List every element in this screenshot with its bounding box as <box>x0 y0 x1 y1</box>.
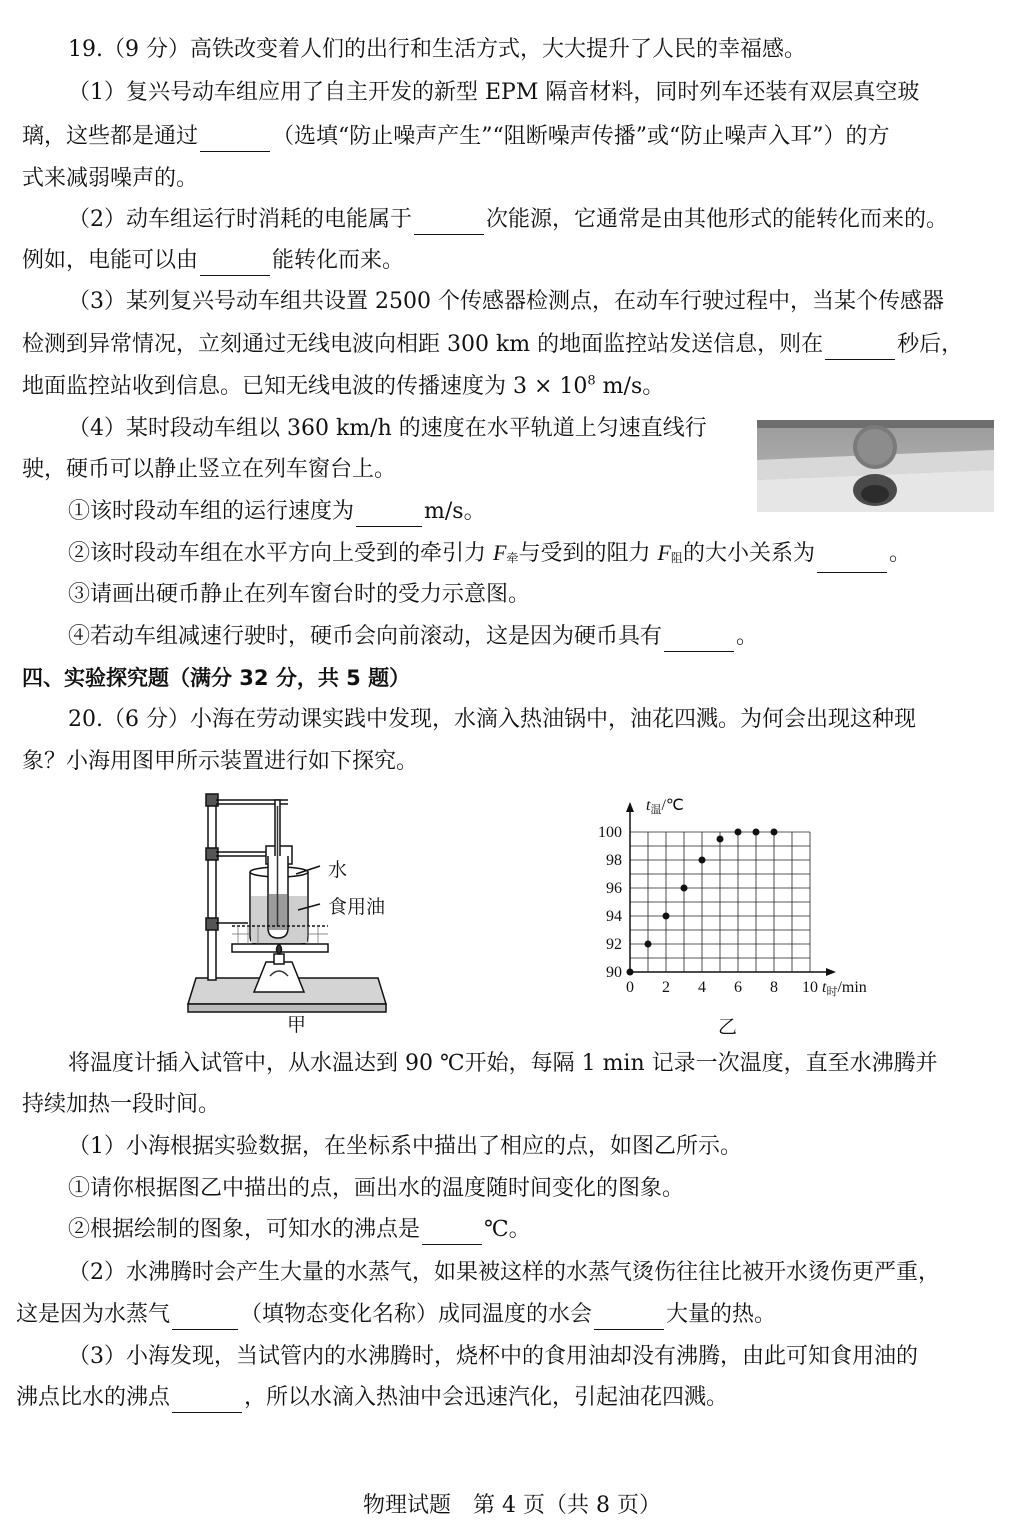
q20-para2: 持续加热一段时间。 <box>22 1092 221 1117</box>
force-symbol: F <box>493 540 507 565</box>
q20-line1: 20.（6 分）小海在劳动课实践中发现，水滴入热油锅中，油花四溅。为何会出现这种现 <box>68 707 916 732</box>
answer-blank[interactable] <box>825 337 895 360</box>
label-oil: 食用油 <box>328 896 386 918</box>
x-axis-arrow <box>826 968 836 976</box>
q19-p4-sub2 <box>68 538 911 573</box>
y-tick-label: 94 <box>606 908 622 925</box>
q20-p2-text-c: 大量的热。 <box>666 1302 777 1327</box>
graph-grid <box>630 832 810 972</box>
label-water: 水 <box>328 859 348 881</box>
x-tick-label: 2 <box>662 979 670 996</box>
q20-p1a: ①请你根据图乙中描出的点，画出水的温度随时间变化的图象。 <box>68 1176 685 1201</box>
q19-p4-s2-text-c: 的大小关系为 <box>682 541 815 566</box>
q19-stem: 19.（9 分）高铁改变着人们的出行和生活方式，大大提升了人民的幸福感。 <box>68 37 806 62</box>
q19-p2-text-d: 能转化而来。 <box>272 248 405 273</box>
q19-p4-s4-text-b: 。 <box>736 624 759 649</box>
q19-p4-sub3: ③请画出硬币静止在列车窗台时的受力示意图。 <box>68 582 531 607</box>
answer-blank[interactable] <box>172 1307 238 1330</box>
q19-p4-sub1 <box>68 497 486 527</box>
q20-p1b-text-b: ℃。 <box>484 1217 531 1242</box>
data-point <box>681 885 688 892</box>
force-symbol: F <box>657 540 671 565</box>
x-tick-label: 6 <box>734 979 742 996</box>
answer-blank[interactable] <box>422 1222 482 1245</box>
answer-blank[interactable] <box>172 1390 242 1413</box>
force-subscript: 阻 <box>670 551 683 565</box>
data-point <box>735 829 742 836</box>
temperature-graph <box>590 786 867 1036</box>
q19-p3-text-a: 检测到异常情况，立刻通过无线电波向相距 300 km 的地面监控站发送信息，则在 <box>22 332 824 357</box>
q20-p3-text-b: ，所以水滴入热油中会迅速汽化，引起油花四溅。 <box>244 1385 729 1410</box>
q19-p4-s4-text-a: ④若动车组减速行驶时，硬币会向前滚动，这是因为硬币具有 <box>68 624 663 649</box>
y-tick-label: 98 <box>606 852 622 869</box>
q19-p3-text-c: 地面监控站收到信息。已知无线电波的传播速度为 3 × 10 <box>22 374 588 399</box>
q20-p2-line1: （2）水沸腾时会产生大量的水蒸气，如果被这样的水蒸气烫伤往往比被开水烫伤更严重， <box>68 1260 941 1285</box>
data-point <box>771 829 778 836</box>
data-point <box>663 913 670 920</box>
q19-p4-s1-text-a: ①该时段动车组的运行速度为 <box>68 499 355 524</box>
figure-caption-jia: 甲 <box>287 1014 307 1036</box>
q20-p3-text-a: 沸点比水的沸点 <box>16 1385 171 1410</box>
q19-p4-s1-text-b: m/s。 <box>424 499 486 524</box>
q19-p4-line2: 驶，硬币可以静止竖立在列车窗台上。 <box>22 457 397 482</box>
q19-p4-s2-text-d: 。 <box>888 541 911 566</box>
answer-blank[interactable] <box>817 550 887 573</box>
q20-p1b <box>68 1215 531 1245</box>
force-subscript: 牵 <box>506 551 519 565</box>
q19-p4-s2-text-a: ②该时段动车组在水平方向上受到的牵引力 <box>68 541 493 566</box>
q19-p2-line2 <box>22 246 404 276</box>
q20-p2-text-b: （填物态变化名称）成同温度的水会 <box>240 1302 593 1327</box>
y-tick-label: 90 <box>606 964 622 981</box>
x-tick-label: 8 <box>770 979 778 996</box>
section-heading: 四、实验探究题（满分 32 分，共 5 题） <box>22 666 411 690</box>
y-axis-label: t温/℃ <box>646 797 684 816</box>
q20-line2: 象？小海用图甲所示装置进行如下探究。 <box>22 749 419 774</box>
y-tick-label: 96 <box>606 880 622 897</box>
page-footer: 物理试题 第 4 页（共 8 页） <box>363 1493 661 1518</box>
y-tick-label: 100 <box>598 824 622 841</box>
data-point <box>645 941 652 948</box>
q19-p1-text-b: （选填“防止噪声产生”“阻断噪声传播”或“防止噪声入耳”）的方 <box>272 124 890 149</box>
q19-p2-text-a: （2）动车组运行时消耗的电能属于 <box>68 207 412 232</box>
answer-blank[interactable] <box>594 1307 664 1330</box>
q20-para1: 将温度计插入试管中，从水温达到 90 ℃开始，每隔 1 min 记录一次温度，直至水沸腾并 <box>68 1051 938 1076</box>
graph-axes <box>626 802 836 976</box>
y-tick-label: 92 <box>606 936 622 953</box>
coin-photo <box>757 420 994 512</box>
q20-p2-text-a: 这是因为水蒸气 <box>16 1302 171 1327</box>
q19-p1-text-a: 璃，这些都是通过 <box>22 124 199 149</box>
answer-blank[interactable] <box>664 629 734 652</box>
q19-p3-text-d: m/s。 <box>595 374 665 399</box>
q19-p1-line2 <box>22 122 890 152</box>
exponent: 8 <box>587 373 596 389</box>
q20-p1: （1）小海根据实验数据，在坐标系中描出了相应的点，如图乙所示。 <box>68 1134 742 1159</box>
x-tick-label: 10 <box>802 979 818 996</box>
x-tick-label: 4 <box>698 979 706 996</box>
q19-p3-line1: （3）某列复兴号动车组共设置 2500 个传感器检测点，在动车行驶过程中，当某个传感器 <box>68 289 944 314</box>
data-point <box>627 969 634 976</box>
q19-p3-line2 <box>22 330 963 360</box>
y-axis-arrow <box>626 802 634 812</box>
q19-p1-line3: 式来减弱噪声的。 <box>22 166 199 191</box>
q19-p2-text-c: 例如，电能可以由 <box>22 248 199 273</box>
q19-p2-text-b: 次能源，它通常是由其他形式的能转化而来的。 <box>486 207 949 232</box>
q20-p3-line2 <box>16 1383 728 1413</box>
data-point <box>717 836 724 843</box>
q19-p3-text-b: 秒后， <box>897 332 964 357</box>
answer-blank[interactable] <box>200 253 270 276</box>
data-point <box>753 829 760 836</box>
answer-blank[interactable] <box>200 129 270 152</box>
x-tick-label: 0 <box>626 979 634 996</box>
q19-p1-line1: （1）复兴号动车组应用了自主开发的新型 EPM 隔音材料，同时列车还装有双层真空玻 <box>68 80 920 105</box>
answer-blank[interactable] <box>356 504 422 527</box>
data-point <box>699 857 706 864</box>
q20-p1b-text-a: ②根据绘制的图象，可知水的沸点是 <box>68 1217 421 1242</box>
answer-blank[interactable] <box>414 212 484 235</box>
q19-p2-line1 <box>68 205 948 235</box>
q20-p2-line2 <box>16 1300 776 1330</box>
figure-caption-yi: 乙 <box>718 1016 738 1038</box>
x-axis-label: t时/min <box>822 979 867 998</box>
q19-p4-s2-text-b: 与受到的阻力 <box>518 541 658 566</box>
q19-p4-line1: （4）某时段动车组以 360 km/h 的速度在水平轨道上匀速直线行 <box>68 416 707 441</box>
q19-p3-line3 <box>22 372 664 402</box>
q20-p3-line1: （3）小海发现，当试管内的水沸腾时，烧杯中的食用油却没有沸腾，由此可知食用油的 <box>68 1344 918 1369</box>
q19-p4-sub4 <box>68 622 758 652</box>
